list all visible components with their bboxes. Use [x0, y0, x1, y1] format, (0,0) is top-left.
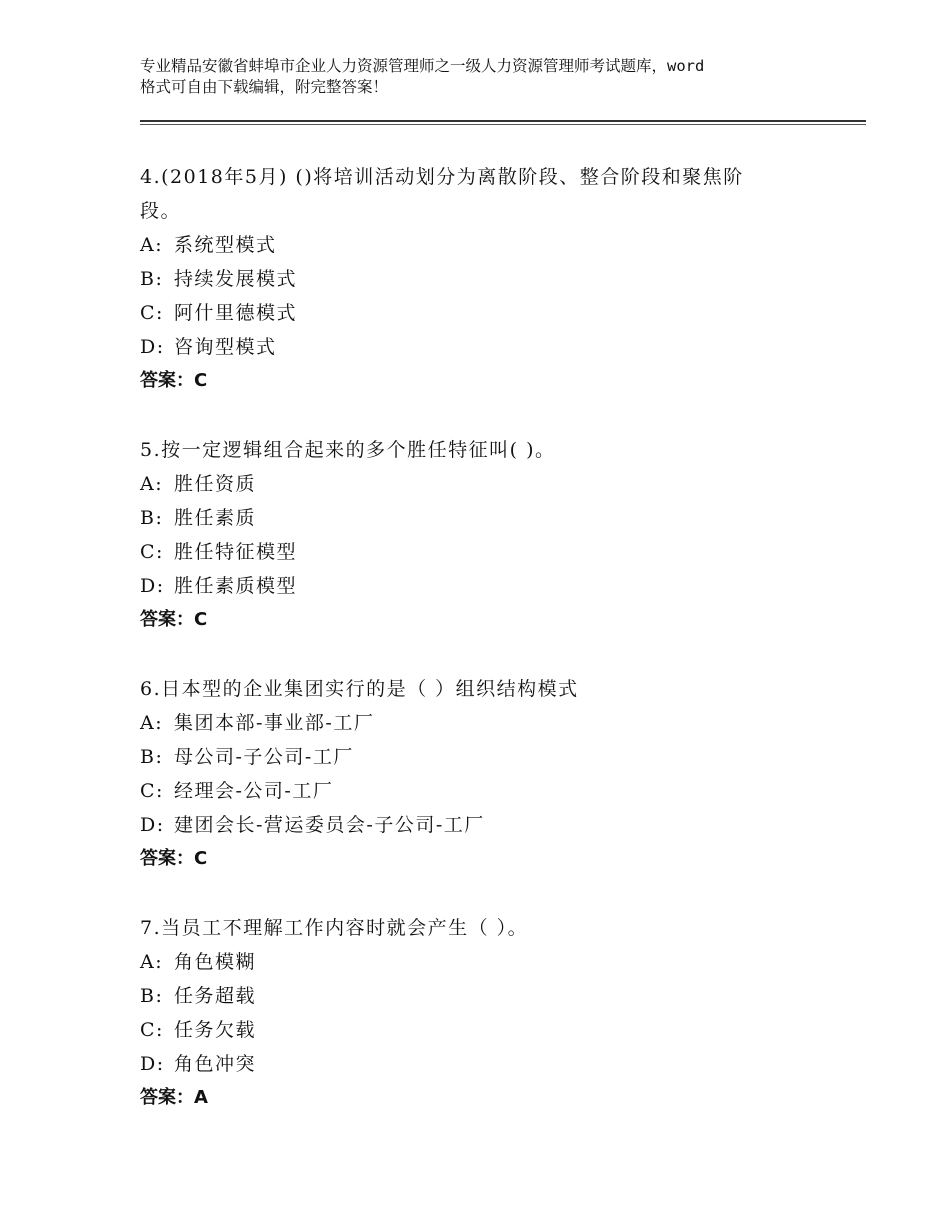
option-text: 角色模糊: [174, 951, 257, 973]
option-text: 任务欠载: [174, 1019, 257, 1041]
option-letter: C:: [140, 780, 164, 802]
option-a: [140, 945, 840, 979]
question-stem: [140, 911, 840, 945]
option-letter: A:: [140, 951, 164, 973]
question-stem: [140, 433, 840, 467]
option-letter: D:: [140, 814, 165, 836]
option-text: 胜任素质模型: [174, 575, 298, 597]
header-line-1: 专业精品安徽省蚌埠市企业人力资源管理师之一级人力资源管理师考试题库，word: [140, 57, 705, 75]
question-6: [140, 672, 840, 876]
option-text: 经理会-公司-工厂: [174, 780, 334, 802]
answer-label: 答案：C: [140, 370, 208, 391]
question-4: [140, 160, 840, 398]
option-letter: B:: [140, 507, 164, 529]
question-stem: [140, 672, 840, 706]
answer-label: 答案：C: [140, 848, 208, 869]
option-letter: A:: [140, 473, 164, 495]
question-stem: [140, 160, 840, 228]
option-text: 阿什里德模式: [174, 302, 298, 324]
option-text: 母公司-子公司-工厂: [174, 746, 354, 768]
question-stem-line-1: 6.日本型的企业集团实行的是（ ）组织结构模式: [140, 678, 579, 700]
question-stem-line-1: 4.(2018年5月) ()将培训活动划分为离散阶段、整合阶段和聚焦阶: [140, 166, 744, 188]
option-text: 任务超载: [174, 985, 257, 1007]
document-header: [140, 56, 830, 98]
option-c: [140, 535, 840, 569]
option-text: 持续发展模式: [174, 268, 298, 290]
header-line-2: 格式可自由下载编辑，附完整答案！: [140, 78, 389, 96]
option-d: [140, 1047, 840, 1081]
option-letter: D:: [140, 575, 165, 597]
option-letter: B:: [140, 985, 164, 1007]
option-letter: D:: [140, 1053, 165, 1075]
option-a: [140, 228, 840, 262]
option-c: [140, 1013, 840, 1047]
option-letter: C:: [140, 1019, 164, 1041]
option-text: 建团会长-营运委员会-子公司-工厂: [174, 814, 485, 836]
option-c: [140, 296, 840, 330]
question-7: [140, 911, 840, 1115]
option-b: [140, 501, 840, 535]
option-letter: B:: [140, 746, 164, 768]
option-letter: C:: [140, 541, 164, 563]
option-text: 胜任素质: [174, 507, 257, 529]
option-letter: B:: [140, 268, 164, 290]
option-c: [140, 774, 840, 808]
option-a: [140, 706, 840, 740]
option-d: [140, 330, 840, 364]
option-b: [140, 262, 840, 296]
option-letter: A:: [140, 712, 164, 734]
question-5: [140, 433, 840, 637]
option-d: [140, 569, 840, 603]
answer-label: 答案：A: [140, 1087, 208, 1108]
option-text: 集团本部-事业部-工厂: [174, 712, 375, 734]
option-letter: A:: [140, 234, 164, 256]
option-text: 角色冲突: [174, 1053, 257, 1075]
header-divider: [140, 120, 866, 125]
option-b: [140, 740, 840, 774]
option-text: 咨询型模式: [174, 336, 277, 358]
question-stem-line-2: 段。: [140, 200, 182, 222]
option-text: 胜任特征模型: [174, 541, 298, 563]
option-letter: C:: [140, 302, 164, 324]
answer-label: 答案：C: [140, 609, 208, 630]
question-stem-line-1: 7.当员工不理解工作内容时就会产生（ ）。: [140, 917, 529, 939]
option-text: 胜任资质: [174, 473, 257, 495]
option-text: 系统型模式: [174, 234, 277, 256]
option-a: [140, 467, 840, 501]
option-b: [140, 979, 840, 1013]
option-d: [140, 808, 840, 842]
question-stem-line-1: 5.按一定逻辑组合起来的多个胜任特征叫( )。: [140, 439, 556, 461]
option-letter: D:: [140, 336, 165, 358]
